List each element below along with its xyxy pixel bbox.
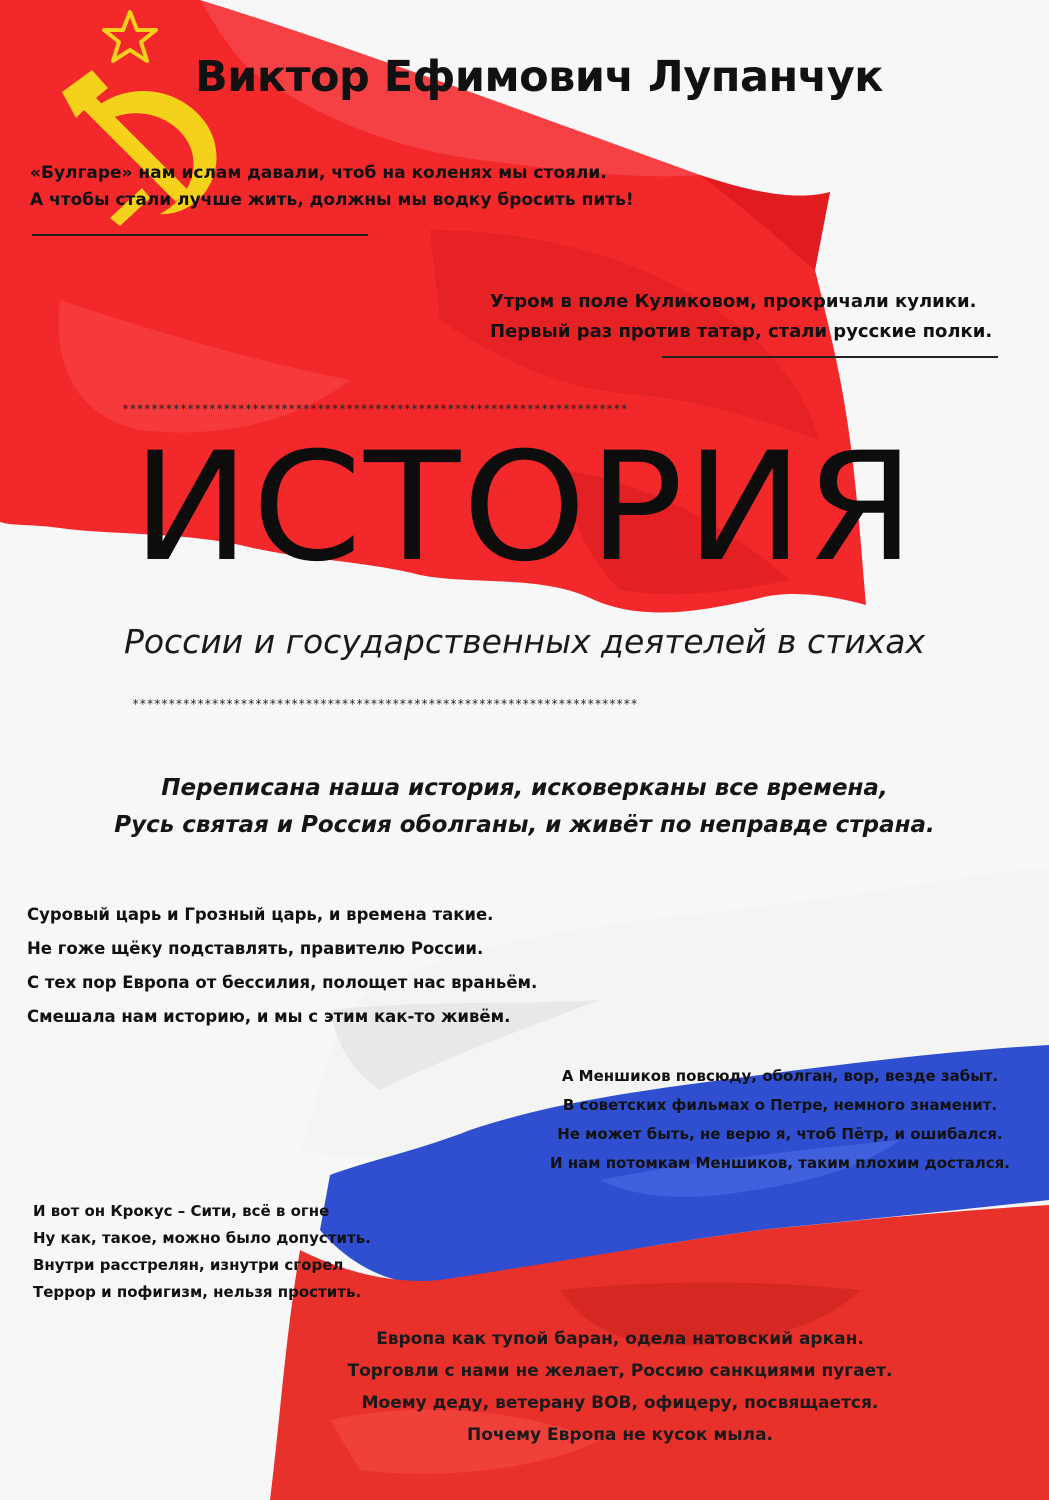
quote-line: Внутри расстрелян, изнутри сгорел <box>33 1256 344 1274</box>
quote-line: Не гоже щёку подставлять, правителю России. <box>27 939 484 958</box>
quote-tsar <box>27 898 537 1034</box>
quote-line: А Меншиков повсюду, оболган, вор, везде забыт. <box>561 1067 999 1085</box>
quote-line: Ну как, такое, можно было допустить. <box>33 1229 371 1247</box>
quote-menshikov <box>530 1062 1030 1178</box>
quote-line: В советских фильмах о Петре, немного знаменит. <box>562 1096 998 1114</box>
quote-bulgars <box>30 160 634 214</box>
book-title: ИСТОРИЯ <box>132 421 917 595</box>
quote-line: Торговли с нами не желает, Россию санкциями пугает. <box>347 1361 893 1381</box>
author-name: Виктор Ефимович Лупанчук <box>195 52 883 102</box>
quote-crocus <box>33 1198 371 1306</box>
quote-kulikovo <box>490 287 992 347</box>
quote-line: Суровый царь и Грозный царь, и времена такие. <box>27 905 494 924</box>
quote-line: С тех пор Европа от бессилия, полощет нас враньём. <box>27 973 538 992</box>
quote-line: Почему Европа не кусок мыла. <box>466 1425 774 1445</box>
quote-line: И вот он Крокус – Сити, всё в огне <box>33 1202 330 1220</box>
quote-line: «Булгаре» нам ислам давали, чтоб на коленях мы стояли. <box>30 163 607 183</box>
quote-line: И нам потомкам Меншиков, таким плохим достался. <box>550 1154 1010 1172</box>
stars-divider-bottom: ********************************************************************** <box>132 697 638 711</box>
epigraph <box>0 770 1049 844</box>
quote-europe <box>300 1323 940 1451</box>
quote-line: Первый раз против татар, стали русские полки. <box>490 321 993 342</box>
book-subtitle: России и государственных деятелей в стихах <box>123 622 926 661</box>
epigraph-line: Переписана наша история, исковерканы все времена, <box>161 775 888 801</box>
divider-line <box>32 234 368 236</box>
quote-line: Террор и пофигизм, нельзя простить. <box>33 1283 362 1301</box>
quote-line: А чтобы стали лучше жить, должны мы водку бросить пить! <box>30 190 634 210</box>
quote-line: Моему деду, ветерану ВОВ, офицеру, посвящается. <box>361 1393 879 1413</box>
epigraph-line: Русь святая и Россия оболганы, и живёт по неправде страна. <box>114 812 935 838</box>
quote-line: Смешала нам историю, и мы с этим как-то живём. <box>27 1007 511 1026</box>
divider-line <box>662 356 998 358</box>
stars-divider-top: ********************************************************************** <box>122 402 628 416</box>
quote-line: Утром в поле Куликовом, прокричали кулики. <box>490 291 977 312</box>
quote-line: Европа как тупой баран, одела натовский аркан. <box>376 1329 864 1349</box>
quote-line: Не может быть, не верю я, чтоб Пётр, и ошибался. <box>557 1125 1003 1143</box>
